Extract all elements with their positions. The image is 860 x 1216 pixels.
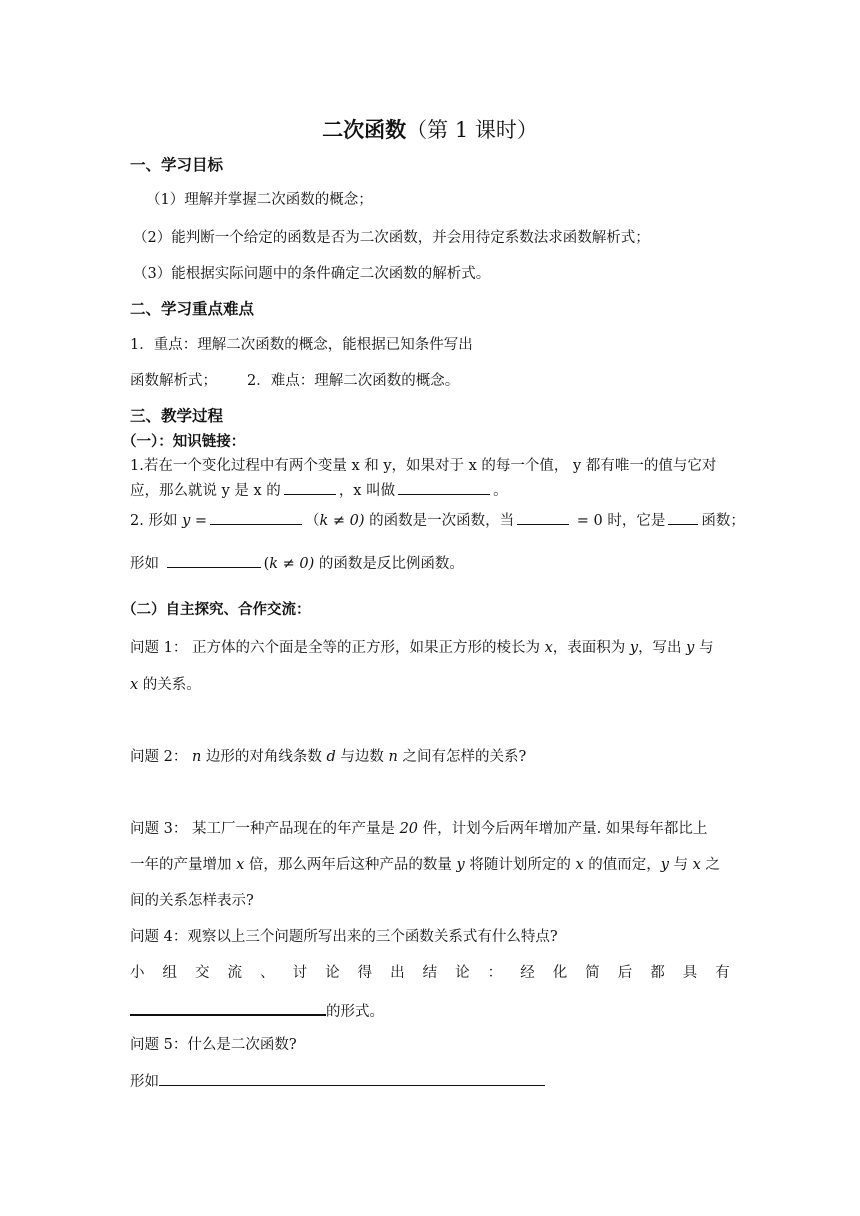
- fill-blank[interactable]: [668, 510, 698, 525]
- question-3-line-3: 间的关系怎样表示?: [130, 893, 254, 909]
- p1-text-c: 。: [493, 483, 508, 499]
- discussion-char: 具: [682, 965, 698, 981]
- question-2: [130, 747, 526, 767]
- q3-var-y2: y: [660, 857, 669, 873]
- section-heading-key-points: 二、学习重点难点: [130, 300, 255, 318]
- q3-num: 20: [399, 821, 419, 837]
- discussion-char: 有: [715, 965, 730, 981]
- definition-text: 形如: [130, 1074, 159, 1090]
- question-4: 问题 4：观察以上三个问题所写出来的三个函数关系式有什么特点?: [130, 929, 558, 945]
- discussion-char: 经: [520, 965, 535, 981]
- section-heading-process: 三、教学过程: [130, 407, 224, 425]
- q3-var-x: x: [236, 857, 245, 873]
- q1-text-e: 的关系。: [138, 677, 201, 693]
- form-line: [130, 999, 384, 1022]
- discussion-char: 后: [617, 965, 633, 981]
- q3-text-h: 之: [700, 857, 720, 873]
- discussion-char: 论: [325, 965, 340, 981]
- q2-var-n: n: [191, 749, 202, 765]
- discussion-char: 组: [162, 965, 178, 981]
- group-discussion-line: [130, 963, 730, 983]
- q3-text-g: 与: [668, 857, 693, 873]
- title-normal: （第 1 课时）: [406, 118, 538, 142]
- q2-var-d: d: [326, 749, 336, 765]
- p1-text-b: ，x 叫做: [338, 483, 396, 499]
- section-heading-goals: 一、学习目标: [130, 156, 224, 174]
- p2-y: y =: [182, 513, 208, 529]
- goal-item-3: （3）能根据实际问题中的条件确定二次函数的解析式。: [133, 266, 491, 282]
- q3-var-x3: x: [692, 857, 701, 873]
- question-5: 问题 5：什么是二次函数?: [130, 1037, 297, 1053]
- q1-text-c: ，写出: [638, 640, 687, 656]
- discussion-char: 化: [552, 965, 568, 981]
- p2-text-b: （: [305, 513, 320, 529]
- q2-var-n2: n: [388, 749, 398, 765]
- fill-blank[interactable]: [517, 510, 569, 525]
- question-3-line-1: [130, 819, 707, 839]
- q3-text-c: 一年的产量增加: [130, 857, 237, 873]
- q1-var-x: x: [544, 640, 553, 656]
- title-bold: 二次函数: [322, 118, 407, 142]
- form-text: 的形式。: [326, 1004, 384, 1020]
- discussion-char: 小: [130, 965, 145, 981]
- discussion-char: 出: [390, 965, 405, 981]
- q3-var-y: y: [456, 857, 465, 873]
- q1-text-b: ，表面积为: [552, 640, 630, 656]
- p3-k: k ≠ 0): [269, 556, 315, 572]
- question-1-line-2: [130, 675, 201, 695]
- p2-text-e: 函数；: [701, 513, 745, 529]
- p3-text-c: 的函数是反比例函数。: [314, 556, 464, 572]
- discussion-char: ：: [487, 965, 503, 981]
- p2-text-a: 2. 形如: [130, 513, 178, 529]
- q1-var-y: y: [629, 640, 639, 656]
- discussion-char: 讨: [292, 965, 308, 981]
- q3-text-f: 的值而定，: [583, 857, 661, 873]
- goal-item-1: （1）理解并掌握二次函数的概念；: [146, 192, 373, 208]
- fill-blank[interactable]: [167, 553, 261, 568]
- goal-item-2: （2）能判断一个给定的函数是否为二次函数，并会用待定系数法求函数解析式；: [133, 230, 650, 246]
- fill-blank[interactable]: [130, 999, 326, 1016]
- p2-k: k ≠ 0): [319, 513, 365, 529]
- fill-blank[interactable]: [284, 480, 336, 495]
- key-point-line-2a: 函数解析式；: [130, 373, 217, 389]
- subsection-explore: （二）自主探究、合作交流：: [122, 602, 311, 618]
- q2-text-a: 问题 2：: [130, 749, 192, 765]
- q3-text-b: 件，计划今后两年增加产量. 如果每年都比上: [418, 821, 708, 837]
- definition-line: [130, 1071, 545, 1092]
- paragraph-2-line-2: [130, 553, 464, 574]
- q1-var-y2: y: [686, 640, 695, 656]
- q3-text-e: 将随计划所定的: [464, 857, 576, 873]
- subsection-knowledge-link: （一）：知识链接：: [122, 434, 246, 450]
- q3-text-a: 问题 3： 某工厂一种产品现在的年产量是: [130, 821, 400, 837]
- q3-var-x2: x: [575, 857, 584, 873]
- q1-text-a: 问题 1： 正方体的六个面是全等的正方形，如果正方形的棱长为: [130, 640, 545, 656]
- q1-var-x2: x: [130, 677, 139, 693]
- key-point-line-2b: 2．难点：理解二次函数的概念。: [247, 373, 460, 389]
- key-point-line-1: 1．重点：理解二次函数的概念，能根据已知条件写出: [130, 337, 473, 353]
- fill-blank[interactable]: [210, 510, 302, 525]
- fill-blank[interactable]: [398, 480, 490, 495]
- page-title: [0, 116, 860, 144]
- fill-blank[interactable]: [159, 1071, 545, 1086]
- discussion-char: 简: [585, 965, 600, 981]
- discussion-char: 结: [422, 965, 438, 981]
- q2-text-c: 与边数: [335, 749, 389, 765]
- q2-text-b: 边形的对角线条数: [201, 749, 327, 765]
- discussion-char: 交: [195, 965, 210, 981]
- discussion-char: 论: [455, 965, 470, 981]
- p1-text-a: 应，那么就说 y 是 x 的: [130, 483, 281, 499]
- paragraph-2-line-1: [130, 510, 745, 531]
- question-1-line-1: [130, 638, 713, 658]
- paragraph-1-line-1: 1.若在一个变化过程中有两个变量 x 和 y，如果对于 x 的每一个值， y 都有唯一的值与它对: [130, 458, 717, 474]
- paragraph-1-line-2: [130, 480, 508, 501]
- key-point-line-2: [130, 371, 459, 391]
- p2-text-d: = 0 时，它是: [572, 513, 666, 529]
- discussion-char: 都: [650, 965, 665, 981]
- p3-text-a: 形如: [130, 556, 164, 572]
- q3-text-d: 倍，那么两年后这种产品的数量: [244, 857, 457, 873]
- q2-text-e: 之间有怎样的关系?: [397, 749, 527, 765]
- question-3-line-2: [130, 855, 720, 875]
- discussion-char: 得: [357, 965, 373, 981]
- discussion-char: 、: [260, 965, 275, 981]
- p3-text-b: (: [263, 556, 270, 572]
- q1-text-d: 与: [694, 640, 714, 656]
- discussion-char: 流: [227, 965, 243, 981]
- p2-text-c: 的函数是一次函数，当: [364, 513, 515, 529]
